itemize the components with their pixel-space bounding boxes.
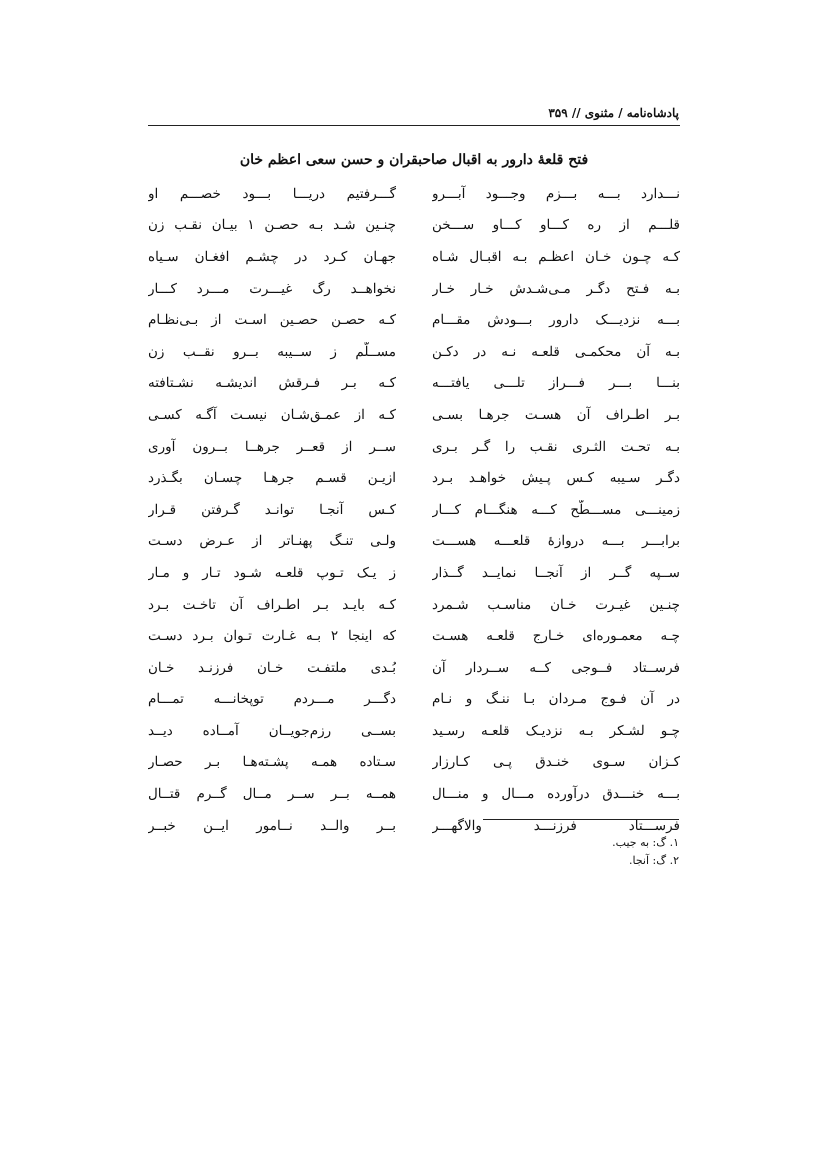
verse xyxy=(148,589,680,621)
footnote-rule xyxy=(483,819,679,820)
header-rule xyxy=(148,125,680,126)
hemistich-second: ولـی تنـگ پهنـاتر از عـرض دسـت xyxy=(148,533,396,550)
hemistich-second: کـه بایـد بـر اطـراف آن تاخـت بـرد xyxy=(148,596,396,613)
hemistich-first: فرســـتاد فرزنـــد والاگهـــر xyxy=(432,817,680,834)
hemistich-first: کـه چـون خـان اعظـم بـه اقبـال شـاه xyxy=(432,248,680,265)
hemistich-second: چنـین شـد بـه حصـن ۱ بیـان نقـب زن xyxy=(148,217,396,234)
hemistich-first: فرســتاد فــوجی کــه ســردار آن xyxy=(432,659,680,676)
hemistich-second: ز یـک تـوپ قلعـه شـود تـار و مـار xyxy=(148,564,396,581)
hemistich-second: همــه بــر ســر مــال گــرم قتــال xyxy=(148,786,396,803)
verse xyxy=(148,462,680,494)
verse xyxy=(148,684,680,716)
hemistich-first: بـه تحـت الثـری نقـب را گـر بـری xyxy=(432,438,680,455)
hemistich-first: ســپه گــر از آنجــا نمایــد گــذار xyxy=(432,564,680,581)
hemistich-first: دگـر سـیبه کـس پـیش خواهـد بـرد xyxy=(432,470,680,487)
hemistich-first: قلـــم از ره کـــاو کـــاو ســـخن xyxy=(432,217,680,234)
hemistich-second: بســی رزم‌جویــان آمــاده دیــد xyxy=(148,722,396,739)
verse xyxy=(148,557,680,589)
hemistich-first: چـو لشـکر بـه نزدیـک قلعـه رسـید xyxy=(432,722,680,739)
hemistich-second: کـس آنجـا توانـد گـرفتن قـرار xyxy=(148,501,396,518)
hemistich-second: نخواهــد رگ غیـــرت مـــرد کـــار xyxy=(148,280,396,297)
verse xyxy=(148,526,680,558)
poem xyxy=(148,178,680,841)
hemistich-second: ازیـن قسـم جرهـا چسـان بگـذرد xyxy=(148,470,396,487)
verse xyxy=(148,431,680,463)
hemistich-first: بـر اطـراف آن هسـت جرهـا بسـی xyxy=(432,406,680,423)
verse xyxy=(148,620,680,652)
verse xyxy=(148,178,680,210)
verse xyxy=(148,494,680,526)
hemistich-second: بُـدی ملتفـت خـان فرزنـد خـان xyxy=(148,659,396,676)
verse xyxy=(148,778,680,810)
footnote: ۲. گ: آنجا. xyxy=(628,854,679,867)
verse xyxy=(148,304,680,336)
verse xyxy=(148,368,680,400)
verse xyxy=(148,273,680,305)
verse xyxy=(148,241,680,273)
hemistich-second: ســر از قعــر جرهــا بــرون آوری xyxy=(148,438,396,455)
hemistich-second: دگـــر مـــردم توپخانـــه تمـــام xyxy=(148,691,396,708)
hemistich-first: بنـــا بـــر فـــراز تلـــی یافتـــه xyxy=(432,375,680,392)
hemistich-first: برابـــر بـــه دروازهٔ قلعـــه هســـت xyxy=(432,533,680,550)
verse xyxy=(148,399,680,431)
hemistich-first: چـه معمـوره‌ای خـارج قلعـه هسـت xyxy=(432,628,680,645)
hemistich-first: در آن فـوج مـردان بـا ننـگ و نـام xyxy=(432,691,680,708)
hemistich-second: کـه بـر فـرقش اندیشـه نشـتافته xyxy=(148,375,396,392)
hemistich-second: که اینجا ۲ بـه غـارت تـوان بـرد دسـت xyxy=(148,628,396,645)
hemistich-second: کـه حصـن حصـین اسـت از بـی‌نظـام xyxy=(148,312,396,329)
hemistich-first: بـه فـتح دگـر مـی‌شـدش خـار خـار xyxy=(432,280,680,297)
hemistich-first: زمینـــی مســـطّح کـــه هنگـــام کـــار xyxy=(432,501,680,518)
verse xyxy=(148,715,680,747)
verse xyxy=(148,747,680,779)
hemistich-second: بــر والــد نــامور ایــن خبــر xyxy=(148,817,396,834)
hemistich-second: کـه از عمـق‌شـان نیسـت آگـه کسـی xyxy=(148,406,396,423)
hemistich-first: بـه آن محکمـی قلعـه نـه در دکـن xyxy=(432,343,680,360)
hemistich-first: چنـین غیـرت خـان مناسـب شـمرد xyxy=(432,596,680,613)
hemistich-first: بـــه خنـــدق درآورده مـــال و منـــال xyxy=(432,786,680,803)
hemistich-second: جهـان کـرد در چشـم افغـان سـیاه xyxy=(148,248,396,265)
hemistich-second: مســلّم ز ســیبه بــرو نقــب زن xyxy=(148,343,396,360)
hemistich-first: کـزان سـوی خنـدق پـی کـارزار xyxy=(432,754,680,771)
verse xyxy=(148,336,680,368)
hemistich-first: بـــه نزدیـــک دارور بـــودش مقـــام xyxy=(432,312,680,329)
verse xyxy=(148,652,680,684)
hemistich-second: سـتاده همـه پشـته‌هـا بـر حصـار xyxy=(148,754,396,771)
hemistich-first: نـــدارد بـــه بـــزم وجـــود آبـــرو xyxy=(432,185,680,202)
footnotes xyxy=(400,834,679,870)
hemistich-second: گـــرفتیم دریـــا بـــود خصـــم او xyxy=(148,185,396,202)
section-title: فتح قلعهٔ دارور به اقبال صاحبقران و حسن سعی اعظم خان xyxy=(239,152,589,168)
running-head: پادشاه‌نامه / مثنوی // ۳۵۹ xyxy=(548,106,679,120)
footnote: ۱. گ: به جیب. xyxy=(612,836,679,849)
verse xyxy=(148,210,680,242)
